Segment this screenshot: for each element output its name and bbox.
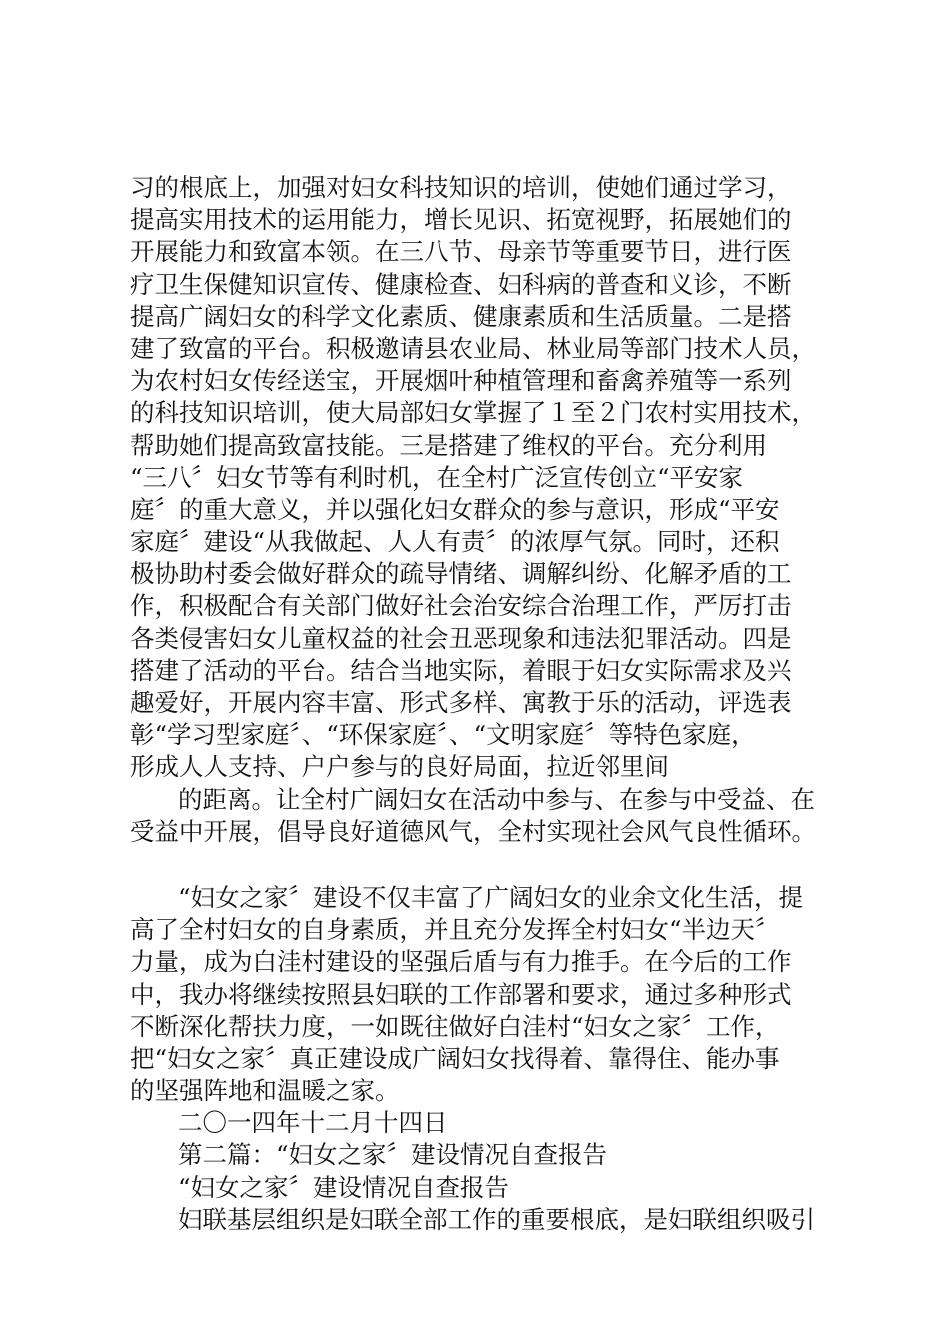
text-line: 极协助村委会做好群众的疏导情绪、调解纠纷、化解矛盾的工: [130, 559, 792, 589]
text-line: 受益中开展，倡导良好道德风气，全村实现社会风气良性循环。: [130, 816, 816, 846]
paragraph-1: [130, 172, 850, 784]
text-line: 为农村妇女传经送宝，开展烟叶种植管理和畜禽养殖等一系列: [130, 366, 792, 396]
text-line: 帮助她们提高致富技能。三是搭建了维权的平台。充分利用: [130, 430, 767, 460]
text-line: 庭〞的重大意义，并以强化妇女群众的参与意识，形成“平安: [130, 494, 780, 524]
text-line: 开展能力和致富本领。在三八节、母亲节等重要节日，进行医: [130, 237, 792, 267]
text-line: 各类侵害妇女儿童权益的社会丑恶现象和违法犯罪活动。四是: [130, 623, 792, 653]
text-line: 疗卫生保健知识宣传、健康检查、妇科病的普查和义诊，不断: [130, 269, 792, 299]
text-line: 建了致富的平台。积极邀请县农业局、林业局等部门技术人员，: [130, 333, 816, 363]
text-line: 趣爱好，开展内容丰富、形式多样、寓教于乐的活动，评选表: [130, 688, 792, 717]
text-line: 妇联基层组织是妇联全部工作的重要根底，是妇联组织吸引: [178, 1204, 815, 1234]
text-line: 力量，成为白洼村建设的坚强后盾与有力推手。在今后的工作: [130, 947, 792, 977]
text-line: 提高广阔妇女的科学文化素质、健康素质和生活质量。二是搭: [130, 301, 792, 331]
text-line: 形成人人支持、户户参与的良好局面，拉近邻里间: [130, 752, 669, 782]
text-line: 习的根底上，加强对妇女科技知识的培训，使她们通过学习，: [130, 173, 792, 202]
text-line: 的距离。让全村广阔妇女在活动中参与、在参与中受益、在: [178, 784, 815, 814]
text-line: “三八〞妇女节等有利时机，在全村广泛宣传创立“平安家: [130, 462, 744, 492]
text-line: 提高实用技术的运用能力，增长见识、拓宽视野，拓展她们的: [130, 205, 792, 235]
text-line: 不断深化帮扶力度，一如既往做好白洼村“妇女之家〞工作，: [130, 1011, 780, 1041]
chapter-heading: 第二篇：“妇女之家〞建设情况自查报告: [178, 1140, 608, 1170]
date-line: 二〇一四年十二月十四日: [178, 1108, 448, 1138]
paragraph-3: [130, 882, 850, 1107]
text-line: 中，我办将继续按照县妇联的工作部署和要求，通过多种形式: [130, 979, 792, 1009]
text-line: 的坚强阵地和温暖之家。: [130, 1076, 400, 1106]
text-line: “妇女之家〞建设不仅丰富了广阔妇女的业余文化生活，提: [178, 882, 804, 912]
text-line: 作，积极配合有关部门做好社会治安综合治理工作，严厉打击: [130, 591, 792, 621]
text-line: 搭建了活动的平台。结合当地实际，着眼于妇女实际需求及兴: [130, 655, 792, 685]
paragraph-spacer: [130, 848, 850, 882]
text-line: 家庭〞建设“从我做起、人人有责〞的浓厚气氛。同时，还积: [130, 527, 780, 557]
text-line: 的科技知识培训，使大局部妇女掌握了１至２门农村实用技术，: [130, 398, 816, 428]
text-line: 彰“学习型家庭〞、“环保家庭〞、“文明家庭〞等特色家庭，: [130, 720, 756, 750]
text-line: 把“妇女之家〞真正建设成广阔妇女找得着、靠得住、能办事: [130, 1043, 780, 1073]
body-text: [130, 172, 850, 1236]
text-line: 高了全村妇女的自身素质，并且充分发挥全村妇女“半边天〞: [130, 915, 780, 945]
report-title: “妇女之家〞建设情况自查报告: [178, 1172, 510, 1202]
paragraph-2: [130, 784, 850, 848]
